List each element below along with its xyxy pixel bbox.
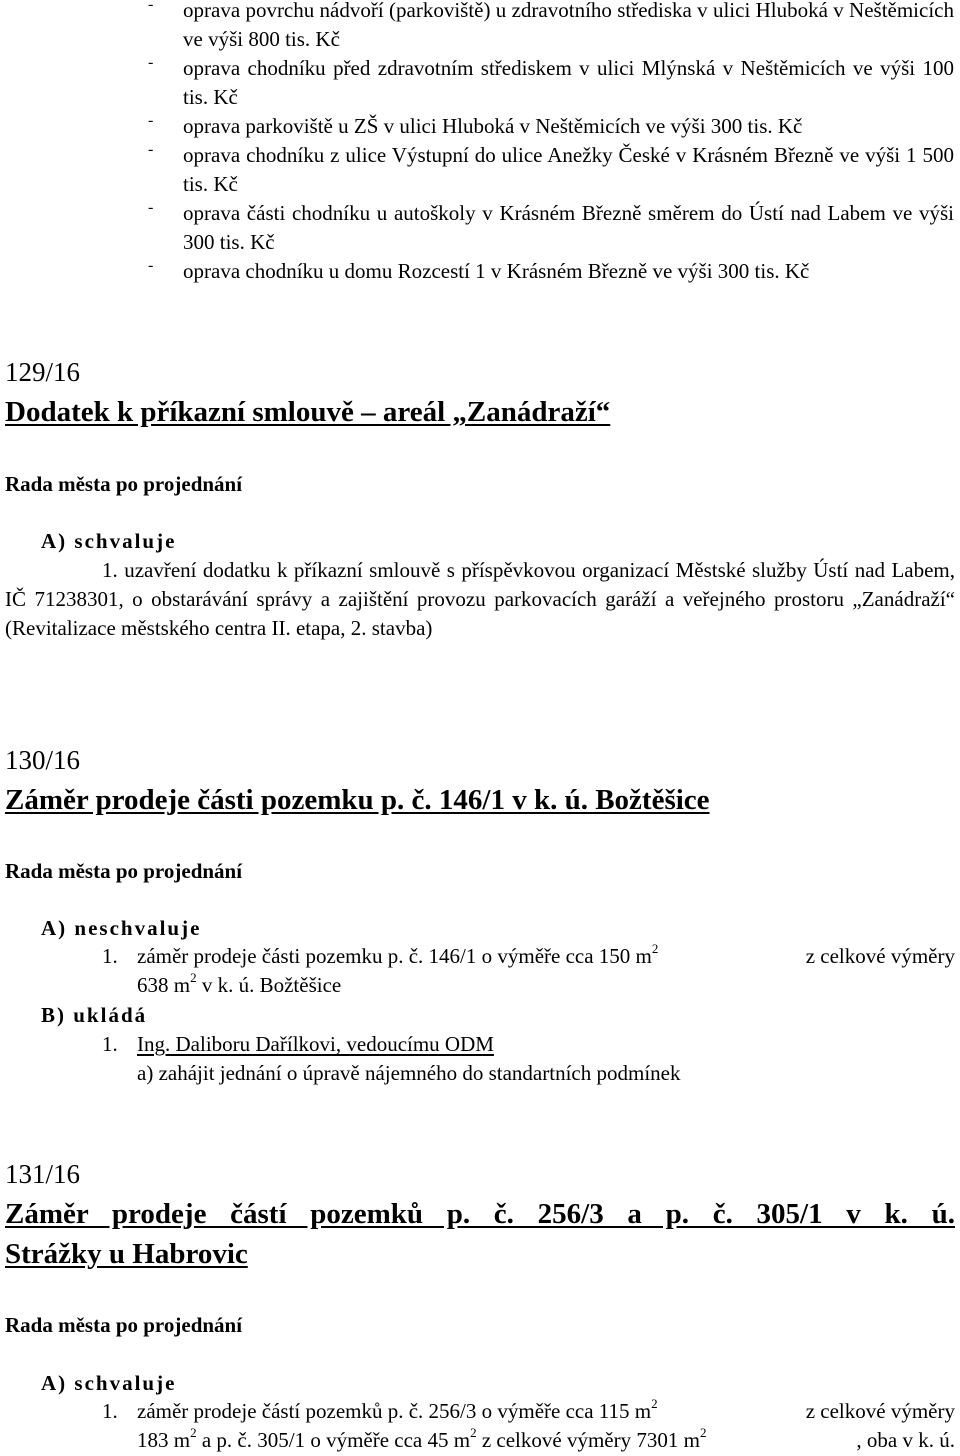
decision-label-assigns: B) ukládá — [41, 1003, 148, 1027]
task-subitem: a) zahájit jednání o úpravě nájemného do standartních podmínek — [137, 1061, 681, 1085]
list-dash: - — [148, 0, 154, 13]
decision-item — [102, 1397, 955, 1455]
task-item — [102, 1030, 955, 1088]
list-item-text: oprava povrchu nádvoří (parkoviště) u zdravotního střediska v ulici Hluboká v Neštěmicích ve výši 800 tis. Kč — [183, 0, 954, 51]
list-item-text: oprava chodníku u domu Rozcestí 1 v Krásném Březně ve výši 300 tis. Kč — [183, 259, 810, 283]
task-assignee: Ing. Daliboru Dařílkovi, vedoucímu ODM — [137, 1032, 494, 1056]
resolution-title-line-1: Záměr prodeje částí pozemků p. č. 256/3 a p. č. 305/1 v k. ú. — [5, 1198, 955, 1230]
resolution-number: 131/16 — [5, 1159, 81, 1189]
decision-item-text: v k. ú. Božtěšice — [196, 973, 342, 997]
resolution-title-line-2: Strážky u Habrovic — [5, 1238, 248, 1270]
list-dash: - — [148, 112, 154, 129]
decision-label-approves: A) schvaluje — [41, 1371, 177, 1395]
list-item-text: oprava parkoviště u ZŠ v ulici Hluboká v Neštěmicích ve výši 300 tis. Kč — [183, 114, 803, 138]
decision-item-text: 638 m — [137, 973, 191, 997]
task-item-number: 1. — [102, 1032, 118, 1056]
resolution-title: Dodatek k příkazní smlouvě – areál „Zanádraží“ — [5, 396, 611, 428]
council-subtitle: Rada města po projednání — [5, 472, 243, 496]
decision-label-rejects: A) neschvaluje — [41, 916, 202, 940]
decision-item-line — [137, 1426, 955, 1455]
decision-item-line — [137, 942, 955, 971]
list-item — [0, 54, 960, 112]
list-item — [0, 112, 960, 141]
superscript: 2 — [651, 1396, 658, 1411]
resolution-title: Záměr prodeje části pozemku p. č. 146/1 v k. ú. Božtěšice — [5, 784, 710, 816]
decision-item-text: z celkové výměry — [805, 1399, 955, 1423]
list-dash: - — [148, 141, 154, 158]
decision-item-number: 1. — [102, 558, 118, 582]
list-item — [0, 0, 960, 54]
council-subtitle: Rada města po projednání — [5, 1313, 243, 1337]
superscript: 2 — [651, 941, 659, 956]
decision-item-line — [137, 1397, 955, 1426]
repair-bullet-list — [0, 0, 960, 286]
decision-item-line — [137, 971, 955, 1000]
superscript: 2 — [190, 1425, 197, 1440]
council-subtitle: Rada města po projednání — [5, 859, 243, 883]
resolution-number: 130/16 — [5, 745, 81, 775]
list-dash: - — [148, 257, 154, 274]
decision-item-number: 1. — [102, 1399, 118, 1423]
decision-label-approves: A) schvaluje — [41, 529, 177, 553]
list-dash: - — [148, 54, 154, 71]
list-item — [0, 257, 960, 286]
list-dash: - — [148, 199, 154, 216]
list-item — [0, 141, 960, 199]
decision-item-text: záměr prodeje části pozemku p. č. 146/1 o výměře cca 150 m — [137, 944, 652, 968]
superscript: 2 — [190, 970, 197, 985]
decision-item-number: 1. — [102, 944, 118, 968]
superscript: 2 — [470, 1425, 477, 1440]
decision-item-text: záměr prodeje částí pozemků p. č. 256/3 o výměře cca 115 m — [137, 1399, 652, 1423]
superscript: 2 — [699, 1425, 707, 1440]
decision-item — [5, 556, 955, 643]
decision-item-text: z celkové výměry 7301 m — [476, 1428, 700, 1452]
decision-item-body: uzavření dodatku k příkazní smlouvě s příspěvkovou organizací Městské služby Ústí nad Labem, IČ 71238301, o obstarávání správy a zajištění provozu parkovacích garáží a veřejného prostoru „Zanádraží“ (Revitalizace městského centra II. etapa, 2. stavba) — [5, 558, 955, 640]
list-item-text: oprava chodníku před zdravotním střediskem v ulici Mlýnská v Neštěmicích ve výši 100 tis. Kč — [183, 56, 954, 109]
decision-item-text: a p. č. 305/1 o výměře cca 45 m — [196, 1428, 471, 1452]
list-item-text: oprava chodníku z ulice Výstupní do ulice Anežky České v Krásném Březně ve výši 1 500 tis. Kč — [183, 143, 954, 196]
list-item-text: oprava části chodníku u autoškoly v Krásném Březně směrem do Ústí nad Labem ve výši 300 tis. Kč — [183, 201, 954, 254]
decision-item-text: z celkové výměry — [805, 944, 955, 968]
list-item — [0, 199, 960, 257]
decision-item-text — [5, 556, 955, 643]
resolution-number: 129/16 — [5, 357, 81, 387]
decision-item-text: 183 m — [137, 1428, 191, 1452]
decision-item — [102, 942, 955, 1000]
decision-item-text: , oba v k. ú. — [856, 1428, 955, 1452]
